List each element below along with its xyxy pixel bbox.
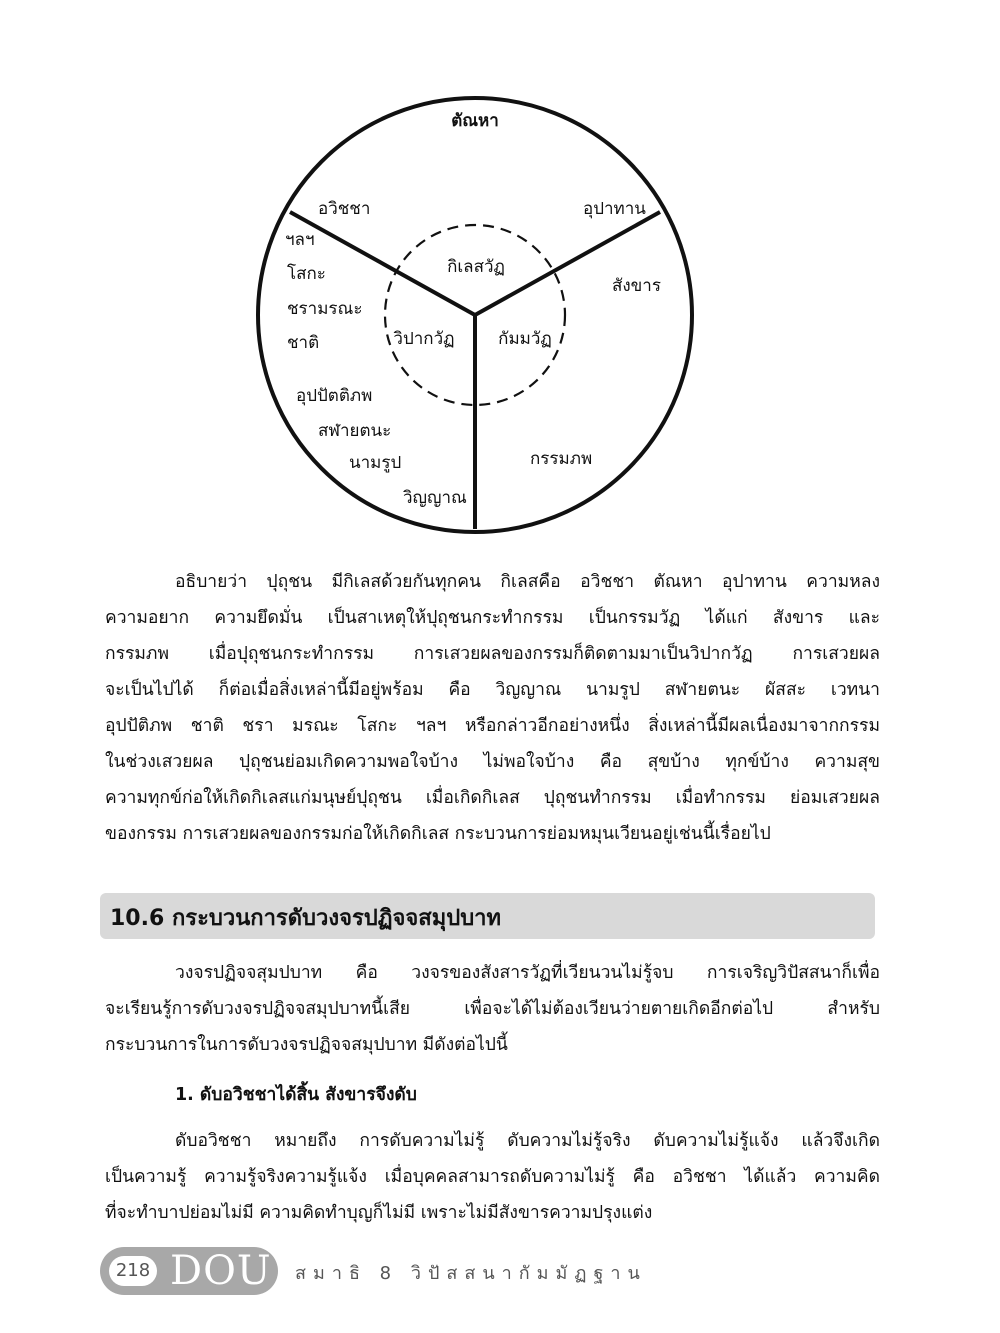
text-line: เป็นความรู้ ความรู้จริงความรู้แจ้ง เมื่อบุคคลสามารถดับความไม่รู้ คือ อวิชชา ได้แล้ว ความคิด [105, 1167, 880, 1187]
text-line: อุปปัติภพ ชาติ ชรา มรณะ โสกะ ฯลฯ หรือกล่าวอีกอย่างหนึ่ง สิ่งเหล่านี้มีผลเนื่องมาจากกรรม [105, 716, 880, 736]
text-line: ความทุกข์ก่อให้เกิดกิเลสแก่มนุษย์ปุถุชน เมื่อเกิดกิเลส ปุถุชนทำกรรม เมื่อทำกรรม ย่อมเสวยผล [105, 788, 880, 808]
inner-label-vipaka: วิปากวัฏ [393, 329, 455, 349]
text-line: วงจรปฏิจจสุมปบาท คือ วงจรของสังสารวัฏที่เวียนวนไม่รู้จบ การเจริญวิปัสสนาก็เพื่อ [175, 963, 880, 983]
text-line: ความอยาก ความยึดมั่น เป็นสาเหตุให้ปุถุชนกระทำกรรม เป็นกรรมวัฏ ได้แก่ สังขาร และ [105, 608, 880, 628]
label-kammabhava: กรรมภพ [530, 449, 593, 469]
inner-label-kamma: กัมมวัฏ [498, 329, 552, 349]
page-number: 218 [109, 1256, 157, 1286]
text-line: อธิบายว่า ปุถุชน มีกิเลสด้วยกันทุกคน กิเลสคือ อวิชชา ตัณหา อุปาทาน ความหลง [175, 572, 880, 592]
footer-badge [100, 1247, 278, 1295]
text-line: กรรมภพ เมื่อปุถุชนกระทำกรรม การเสวยผลของกรรมก็ติดตามมาเป็นวิปากวัฏ การเสวยผล [105, 644, 880, 664]
text-line: จะเป็นไปได้ ก็ต่อเมื่อสิ่งเหล่านี้มีอยู่พร้อม คือ วิญญาณ นามรูป สฬายตนะ ผัสสะ เวทนา [105, 680, 880, 700]
text-line: ที่จะทำบาปย่อมไม่มี ความคิดทำบุญก็ไม่มี เพราะไม่มีสังขารความปรุงแต่ง [105, 1203, 653, 1223]
section-heading-bar [100, 893, 875, 939]
section-title: 10.6 กระบวนการดับวงจรปฏิจจสมุปบาท [110, 906, 502, 931]
label-avijja: อวิชชา [318, 199, 371, 219]
label-namarupa: นามรูป [349, 453, 402, 473]
text-line: ในช่วงเสวยผล ปุถุชนย่อมเกิดความพอใจบ้าง ไม่พอใจบ้าง คือ สุขบ้าง ทุกข์บ้าง ความสุข [105, 752, 880, 772]
label-jaramarana: ชรามรณะ [287, 299, 363, 319]
inner-label-kilesa: กิเลสวัฏ [447, 257, 505, 277]
label-vinnana: วิญญาณ [403, 488, 467, 508]
running-title: สมาธิ 8 วิปัสสนากัมมัฏฐาน [295, 1263, 647, 1284]
brand-logo-text: DOU [170, 1248, 272, 1294]
label-upapattibhava: อุปปัตติภพ [296, 386, 373, 406]
text-line: ดับอวิชชา หมายถึง การดับความไม่รู้ ดับความไม่รู้จริง ดับความไม่รู้แจ้ง แล้วจึงเกิด [175, 1131, 880, 1151]
paticca-samuppada-wheel-diagram [0, 0, 1000, 540]
label-salayatana: สฬายตนะ [318, 421, 392, 441]
label-etc: ฯลฯ [285, 230, 315, 250]
label-upadana: อุปาทาน [583, 199, 646, 219]
label-soka: โสกะ [287, 264, 326, 284]
subheading: 1. ดับอวิชชาได้สิ้น สังขารจึงดับ [175, 1085, 417, 1105]
label-sankhara: สังขาร [612, 276, 661, 296]
text-line: ของกรรม การเสวยผลของกรรมก่อให้เกิดกิเลส กระบวนการย่อมหมุนเวียนอยู่เช่นนี้เรื่อยไป [105, 824, 771, 844]
label-tanha: ตัณหา [451, 111, 499, 131]
label-jati: ชาติ [287, 333, 320, 353]
text-line: จะเรียนรู้การดับวงจรปฏิจจสมุปบาทนี้เสีย เพื่อจะได้ไม่ต้องเวียนว่ายตายเกิดอีกต่อไป สำหรับ [105, 999, 880, 1019]
text-line: กระบวนการในการดับวงจรปฏิจจสมุปบาท มีดังต่อไปนี้ [105, 1035, 508, 1055]
